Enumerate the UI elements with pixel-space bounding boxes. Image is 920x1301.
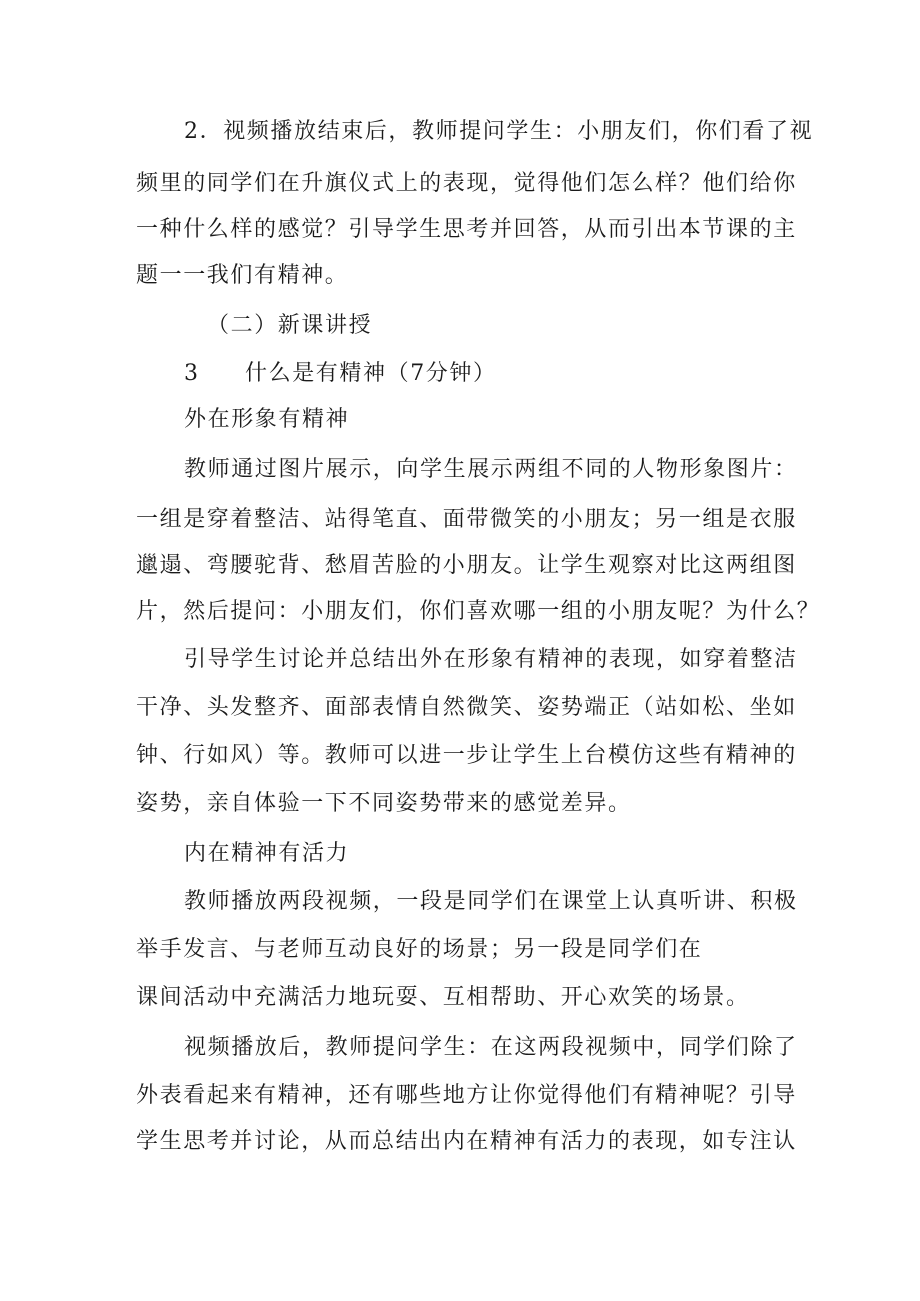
paragraph-line: 邋遢、弯腰驼背、愁眉苦脸的小朋友。让学生观察对比这两组图 bbox=[136, 553, 797, 578]
paragraph-line: 题一一我们有精神。 bbox=[136, 263, 349, 288]
subsection-heading: 内在精神有活力 bbox=[184, 841, 350, 866]
section-heading: （二）新课讲授 bbox=[207, 313, 373, 338]
item-number: 3 bbox=[184, 361, 200, 386]
paragraph-line: 教师通过图片展示，向学生展示两组不同的人物形象图片： bbox=[184, 457, 798, 482]
item-heading: 什么是有精神（7分钟） bbox=[245, 361, 497, 386]
paragraph-line: 一种什么样的感觉？引导学生思考并回答，从而引出本节课的主 bbox=[136, 217, 797, 242]
paragraph-line: 教师播放两段视频，一段是同学们在课堂上认真听讲、积极 bbox=[184, 889, 798, 914]
paragraph-line: 钟、行如风）等。教师可以进一步让学生上台模仿这些有精神的 bbox=[136, 743, 797, 768]
paragraph-line: 外表看起来有精神，还有哪些地方让你觉得他们有精神呢？引导 bbox=[136, 1083, 797, 1108]
paragraph-line: 举手发言、与老师互动良好的场景；另一段是同学们在 bbox=[136, 937, 703, 962]
paragraph-line: 姿势，亲自体验一下不同姿势带来的感觉差异。 bbox=[136, 791, 632, 816]
paragraph-line: 2．视频播放结束后，教师提问学生：小朋友们，你们看了视 bbox=[184, 119, 814, 144]
paragraph-line: 频里的同学们在升旗仪式上的表现，觉得他们怎么样？他们给你 bbox=[136, 171, 797, 196]
subsection-heading: 外在形象有精神 bbox=[184, 407, 350, 432]
paragraph-line: 课间活动中充满活力地玩耍、互相帮助、开心欢笑的场景。 bbox=[136, 985, 750, 1010]
paragraph-line: 干净、头发整齐、面部表情自然微笑、姿势端正（站如松、坐如 bbox=[136, 695, 797, 720]
paragraph-line: 视频播放后，教师提问学生：在这两段视频中，同学们除了 bbox=[184, 1035, 798, 1060]
paragraph-line: 学生思考并讨论，从而总结出内在精神有活力的表现，如专注认 bbox=[136, 1129, 797, 1154]
paragraph-line: 一组是穿着整洁、站得笔直、面带微笑的小朋友；另一组是衣服 bbox=[136, 507, 797, 532]
paragraph-line: 片，然后提问：小朋友们，你们喜欢哪一组的小朋友呢？为什么？ bbox=[136, 599, 821, 624]
paragraph-line: 引导学生讨论并总结出外在形象有精神的表现，如穿着整洁 bbox=[184, 647, 798, 672]
